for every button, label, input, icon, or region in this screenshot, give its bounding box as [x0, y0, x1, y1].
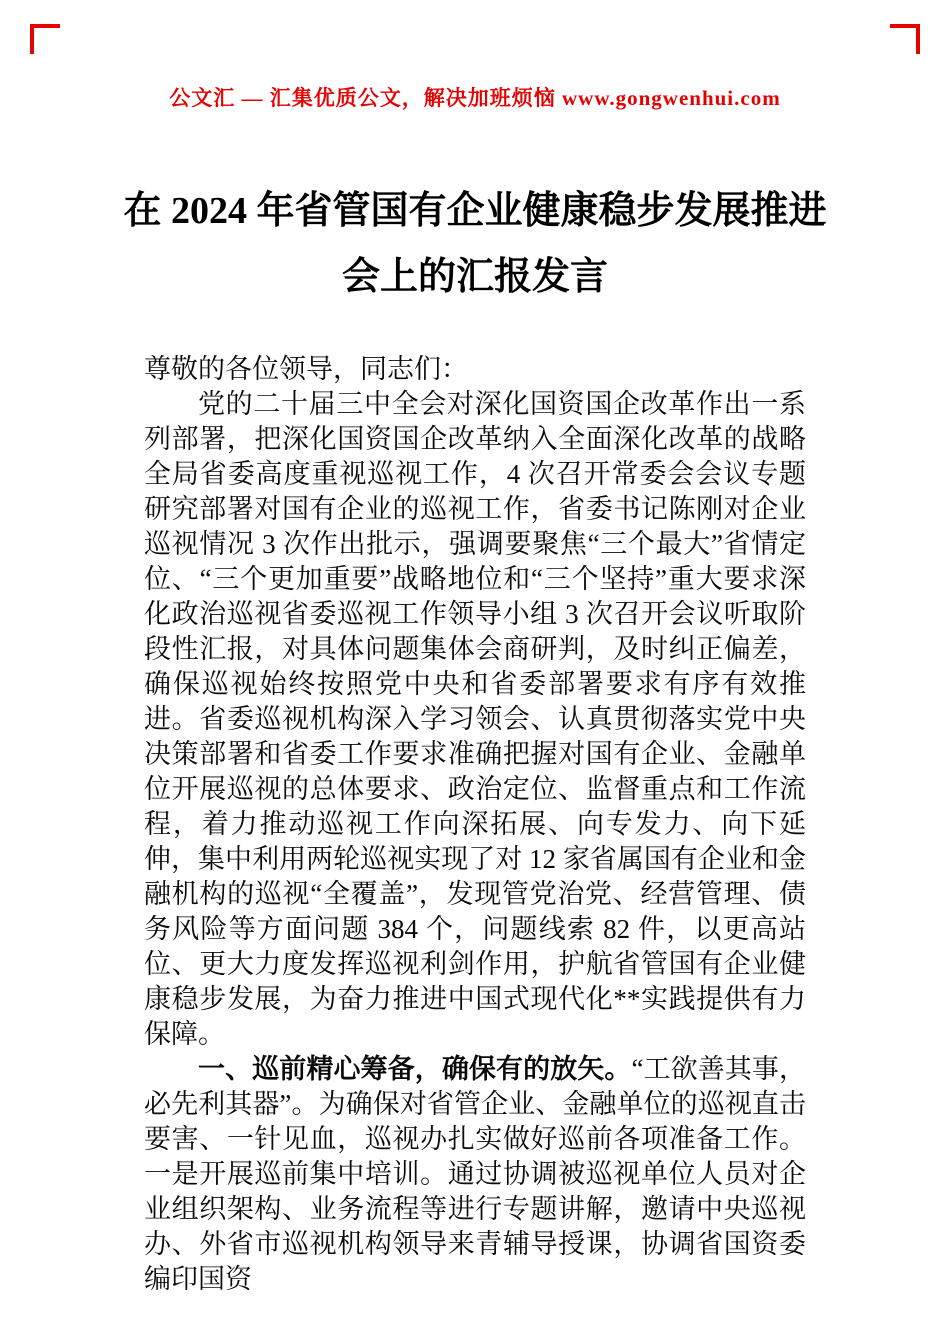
- site-banner-text: 公文汇 — 汇集优质公文，解决加班烦恼 www.gongwenhui.com: [169, 86, 781, 110]
- title-line-2: 会上的汇报发言: [341, 256, 608, 298]
- crop-mark-top-right-icon: [890, 24, 920, 54]
- crop-mark-top-left-icon: [30, 24, 60, 54]
- document-body: [144, 352, 806, 1297]
- paragraph-2-heading: 一、巡前精心筹备，确保有的放矢。: [198, 1054, 632, 1084]
- site-banner: [0, 0, 950, 112]
- title-line-1: 在 2024 年省管国有企业健康稳步发展推进: [123, 190, 827, 232]
- paragraph-2: [144, 1052, 806, 1297]
- paragraph-1: 党的二十届三中全会对深化国资国企改革作出一系列部署，把深化国资国企改革纳入全面深化改革的战略全局省委高度重视巡视工作，4 次召开常委会会议专题研究部署对国有企业的巡视工作，省委书记陈刚对企业巡视情况 3 次作出批示，强调要聚焦“三个最大”省情定位、“三个更加重要”战略地位和“三个坚持”重大要求深化政治巡视省委巡视工作领导小组 3 次召开会议听取阶段性汇报，对具体问题集体会商研判，及时纠正偏差，确保巡视始终按照党中央和省委部署要求有序有效推进。省委巡视机构深入学习领会、认真贯彻落实党中央决策部署和省委工作要求准确把握对国有企业、金融单位开展巡视的总体要求、政治定位、监督重点和工作流程，着力推动巡视工作向深拓展、向专发力、向下延伸，集中利用两轮巡视实现了对 12 家省属国有企业和金融机构的巡视“全覆盖”，发现管党治党、经营管理、债务风险等方面问题 384 个，问题线索 82 件，以更高站位、更大力度发挥巡视利剑作用，护航省管国有企业健康稳步发展，为奋力推进中国式现代化**实践提供有力保障。: [144, 389, 806, 1049]
- paragraph-2-text: “工欲善其事，必先利其器”。为确保对省管企业、金融单位的巡视直击要害、一针见血，巡视办扎实做好巡前各项准备工作。一是开展巡前集中培训。通过协调被巡视单位人员对企业组织架构、业务流程等进行专题讲解，邀请中央巡视办、外省市巡视机构领导来青辅导授课，协调省国资委编印国资: [144, 1054, 807, 1294]
- salutation: 尊敬的各位领导，同志们：: [144, 354, 468, 384]
- document-title: [85, 178, 865, 310]
